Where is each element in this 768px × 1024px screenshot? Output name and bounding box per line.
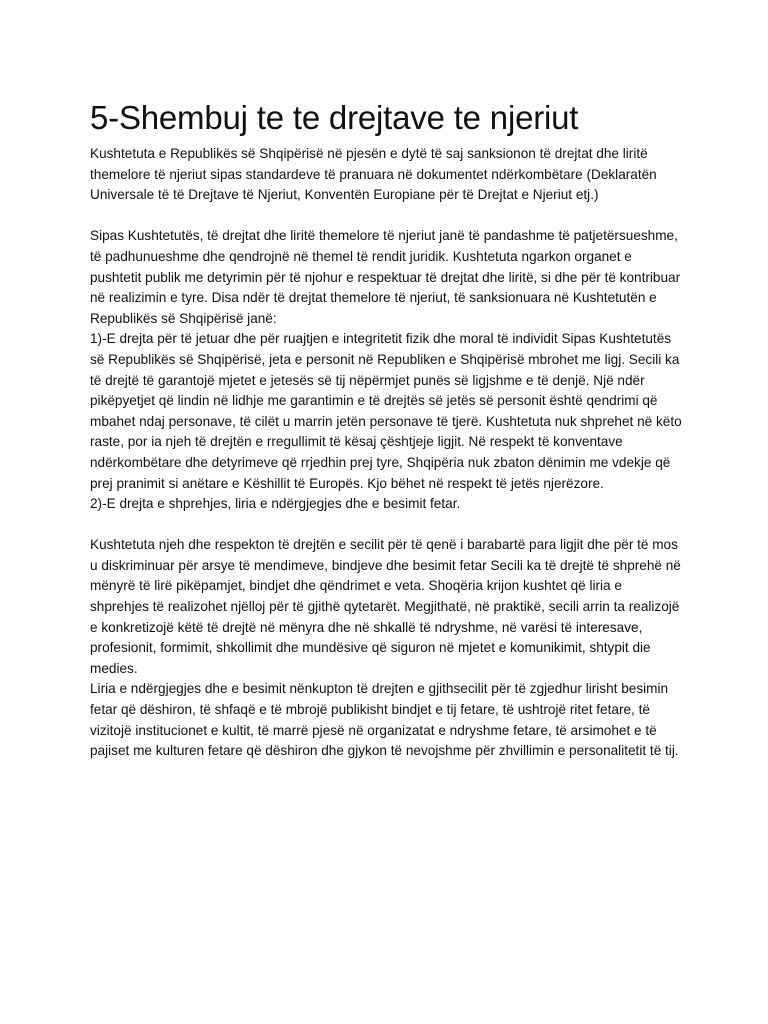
document-page [90, 96, 682, 762]
document-title: 5-Shembuj te te drejtave te njeriut [90, 99, 579, 136]
paragraph-constitution-rights: Sipas Kushtetutës, të drejtat dhe liritë themelore të njeriut janë të pandashme të patjetërsueshme, të padhunueshme dhe qendrojnë në themel të rendit juridik. Kushtetuta ngarkon organet e pushtetit publik me detyrimin për të njohur e respektuar të drejtat dhe liritë, si dhe për të kontribuar në realizimin e tyre. Disa ndër të drejtat themelore të njeriut, të sanksionuara në Kushtetutën e Republikës së Shqipërisë janë: [90, 228, 681, 326]
paragraph-spacer [90, 515, 682, 536]
paragraph-equality: Kushtetuta njeh dhe respekton të drejtën e secilit për të qenë i barabartë para ligjit dhe për të mos u diskriminuar për arsye të mendimeve, bindjeve dhe besimit fetar Secili ka të drejtë të shprehë në mënyrë të lirë pikëpamjet, bindjet dhe qëndrimet e veta. Shoqëria krijon kushtet që liria e shprehjes të realizohet njëlloj për të gjithë qytetarët. Megjithatë, në praktikë, secili arrin ta realizojë e konkretizojë këtë të drejtë në mënyra dhe në shkallë të ndryshme, në varësi të interesave, profesionit, formimit, shkollimit dhe mundësive që siguron në mjetet e komunikimit, shtypit die medies. [90, 537, 681, 676]
paragraph-freedom-conscience: Liria e ndërgjegjes dhe e besimit nënkupton të drejten e gjithsecilit për të zgjedhur lirisht besimin fetar që dëshiron, të shfaqë e të mbrojë publikisht bindjet e tij fetare, të ushtrojë ritet fetare, të vizitojë institucionet e kultit, të marrë pjesë në organizatat e ndryshme fetare, të arsimohet e të pajiset me kulturen fetare që dëshiron dhe gjykon të nevojshme për zhvillimin e personalitetit të tij. [90, 681, 679, 759]
paragraph-right-to-life: 1)-E drejta për të jetuar dhe për ruajtjen e integritetit fizik dhe moral të individit Sipas Kushtetutës së Republikës së Shqipërisë, jeta e personit në Republiken e Shqipërisë mbrohet me ligj. Secili ka të drejtë të garantojë mjetet e jetesës së tij nëpërmjet punës së ligjshme e të denjë. Një ndër pikëpyetjet që lindin në lidhje me garantimin e të drejtës së jetës së personit është qendrimi që mbahet ndaj personave, të cilët u marrin jetën personave të tjerë. Kushtetuta nuk shprehet në këto raste, por ia njeh të drejtën e rregullimit të kësaj çështjeje ligjit. Në respekt të konventave ndërkombëtare dhe detyrimeve që rrjedhin prej tyre, Shqipëria nuk zbaton dënimin me vdekje që prej pranimit si anëtare e Këshillit të Europës. Kjo bëhet në respekt të jetës njerëzore. [90, 331, 682, 491]
paragraph-spacer [90, 206, 682, 227]
paragraph-intro: Kushtetuta e Republikës së Shqipërisë në pjesën e dytë të saj sanksionon të drejtat dhe liritë themelore të njeriut sipas standardeve të pranuara në dokumentet ndërkombëtare (Deklaratën Universale të të Drejtave të Njeriut, Konventën Europiane për të Drejtat e Njeriut etj.) [90, 146, 657, 203]
paragraph-freedom-expression-heading: 2)-E drejta e shprehjes, liria e ndërgjegjes dhe e besimit fetar. [90, 496, 461, 512]
